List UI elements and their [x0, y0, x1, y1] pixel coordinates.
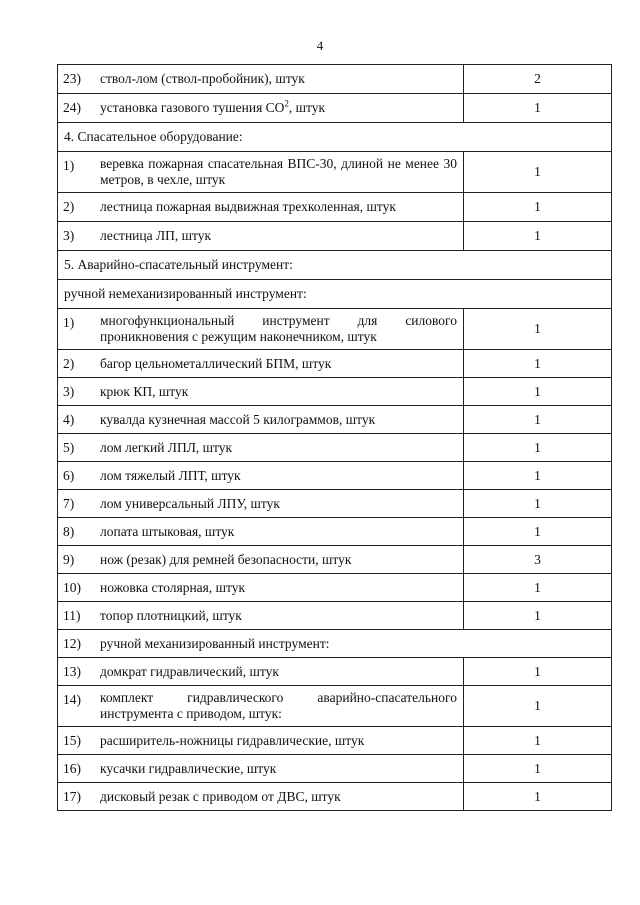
- item-text-suffix: , штук: [288, 100, 326, 115]
- page-number: 4: [316, 38, 324, 53]
- table-row: [58, 378, 612, 406]
- item-number: 8): [63, 523, 75, 539]
- item-number: 6): [63, 467, 75, 483]
- item-text: крюк КП, штук: [100, 383, 189, 399]
- table-row: [58, 727, 612, 755]
- item-number: 24): [63, 100, 81, 115]
- table-row: [58, 152, 612, 193]
- item-number: 15): [63, 732, 81, 748]
- item-qty: 1: [464, 222, 612, 251]
- item-text: установка газового тушения CO: [100, 100, 285, 115]
- table-row: [58, 490, 612, 518]
- table-row: [58, 309, 612, 350]
- table-row: [58, 65, 612, 94]
- item-number: 1): [63, 315, 75, 330]
- item-number: 16): [63, 760, 81, 776]
- item-qty: 1: [464, 350, 612, 378]
- equipment-table: [57, 64, 612, 811]
- table-row: [58, 686, 612, 727]
- item-qty: 1: [464, 658, 612, 686]
- item-text: домкрат гидравлический, штук: [100, 663, 279, 679]
- table-row: [58, 94, 612, 123]
- table-row: [58, 602, 612, 630]
- table-row: [58, 574, 612, 602]
- item-text: нож (резак) для ремней безопасности, штук: [100, 551, 352, 567]
- section-heading: 5. Аварийно-спасательный инструмент:: [58, 251, 612, 280]
- table-row: [58, 434, 612, 462]
- item-number: 1): [63, 158, 75, 173]
- item-number: 2): [63, 355, 75, 371]
- item-qty: 1: [464, 193, 612, 222]
- item-text: дисковый резак с приводом от ДВС, штук: [100, 788, 341, 804]
- item-number: 23): [63, 71, 81, 86]
- table-row: [58, 193, 612, 222]
- section-row: [58, 630, 612, 658]
- item-number: 11): [63, 607, 81, 623]
- table-row: [58, 755, 612, 783]
- item-number: 3): [63, 228, 75, 243]
- item-qty: 1: [464, 518, 612, 546]
- item-number: 12): [63, 635, 81, 651]
- item-number: 9): [63, 551, 75, 567]
- table-row: [58, 783, 612, 811]
- item-text: веревка пожарная спасательная ВПС-30, длиной не менее 30 метров, в чехле, штук: [100, 156, 457, 187]
- section-row: [58, 123, 612, 152]
- item-qty: 1: [464, 727, 612, 755]
- item-number: 4): [63, 411, 75, 427]
- table-row: [58, 462, 612, 490]
- item-qty: 1: [464, 94, 612, 123]
- table-row: [58, 658, 612, 686]
- item-text: лом тяжелый ЛПТ, штук: [100, 467, 241, 483]
- section-heading: ручной немеханизированный инструмент:: [58, 280, 612, 309]
- item-number: 13): [63, 663, 81, 679]
- item-qty: 1: [464, 686, 612, 727]
- item-qty: 1: [464, 309, 612, 350]
- item-text: лопата штыковая, штук: [100, 523, 235, 539]
- item-number: 2): [63, 199, 75, 214]
- item-number: 17): [63, 788, 81, 804]
- table-row: [58, 518, 612, 546]
- item-text: кусачки гидравлические, штук: [100, 760, 277, 776]
- item-number: 3): [63, 383, 75, 399]
- item-qty: 1: [464, 755, 612, 783]
- section-heading: ручной механизированный инструмент:: [100, 635, 330, 651]
- table-row: [58, 350, 612, 378]
- item-text: многофункциональный инструмент для силового проникновения с режущим наконечником, штук: [100, 313, 457, 344]
- item-text: лестница пожарная выдвижная трехколенная, штук: [100, 199, 396, 214]
- item-qty: 1: [464, 602, 612, 630]
- item-number: 7): [63, 495, 75, 511]
- item-qty: 1: [464, 152, 612, 193]
- item-number: 14): [63, 692, 81, 707]
- item-qty: 1: [464, 434, 612, 462]
- item-qty: 1: [464, 574, 612, 602]
- section-heading: 4. Спасательное оборудование:: [58, 123, 612, 152]
- item-qty: 2: [464, 65, 612, 94]
- item-text: кувалда кузнечная массой 5 килограммов, штук: [100, 411, 376, 427]
- item-text: топор плотницкий, штук: [100, 607, 242, 623]
- item-qty: 1: [464, 783, 612, 811]
- item-qty: 1: [464, 378, 612, 406]
- item-text: лестница ЛП, штук: [100, 228, 212, 243]
- superscript: 2: [284, 98, 289, 109]
- item-text: багор цельнометаллический БПМ, штук: [100, 355, 332, 371]
- item-text: ствол-лом (ствол-пробойник), штук: [100, 71, 305, 86]
- item-text: ножовка столярная, штук: [100, 579, 246, 595]
- item-text: комплект гидравлического аварийно-спасательного инструмента с приводом, штук:: [100, 690, 457, 721]
- table-row: [58, 546, 612, 574]
- section-row: [58, 251, 612, 280]
- item-qty: 1: [464, 406, 612, 434]
- section-row: [58, 280, 612, 309]
- item-text: лом легкий ЛПЛ, штук: [100, 439, 233, 455]
- table-row: [58, 406, 612, 434]
- item-number: 10): [63, 579, 81, 595]
- item-text: лом универсальный ЛПУ, штук: [100, 495, 280, 511]
- item-number: 5): [63, 439, 75, 455]
- item-qty: 1: [464, 490, 612, 518]
- table-row: [58, 222, 612, 251]
- item-text: расширитель-ножницы гидравлические, штук: [100, 732, 365, 748]
- item-qty: 3: [464, 546, 612, 574]
- item-qty: 1: [464, 462, 612, 490]
